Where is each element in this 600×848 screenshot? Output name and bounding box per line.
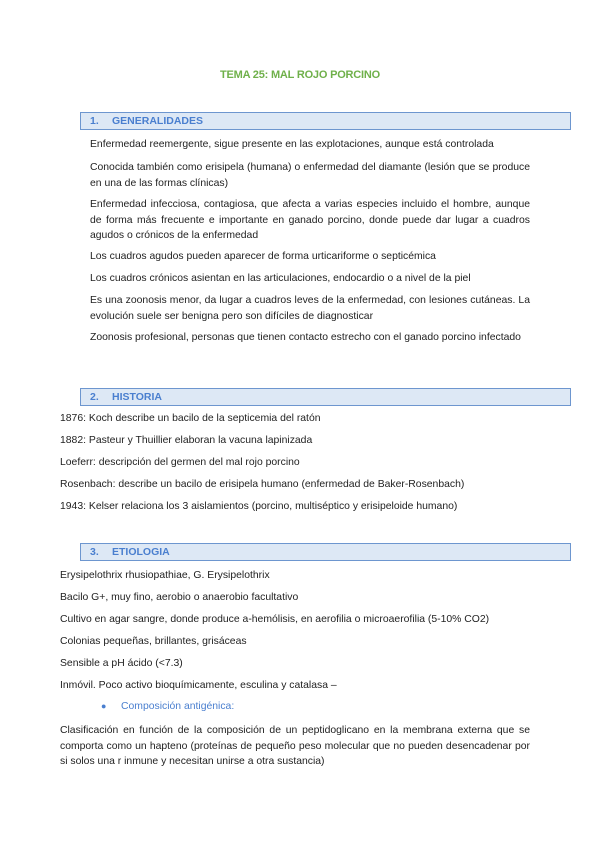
paragraph: Conocida también como erisipela (humana) o enfermedad del diamante (lesión que se produce en una de las formas clínicas) [90,162,530,189]
etiology-line: Cultivo en agar sangre, donde produce a-hemólisis, en aerofilia o microaerofilia (5-10% CO2) [60,614,490,625]
section-heading-historia [80,388,571,406]
etiology-line: Inmóvil. Poco activo bioquímicamente, esculina y catalasa – [60,680,337,691]
paragraph: Enfermedad reemergente, sigue presente en las explotaciones, aunque está controlada [90,139,494,150]
bullet-label: Composición antigénica: [121,701,235,712]
etiology-line: Bacilo G+, muy fino, aerobio o anaerobio facultativo [60,592,299,603]
paragraph: Zoonosis profesional, personas que tienen contacto estrecho con el ganado porcino infectado [90,332,521,343]
section-number: 3. [90,546,99,558]
paragraph: Clasificación en función de la composición de un peptidoglicano en la membrana externa que se comporta como un hapteno (proteínas de pequeño peso molecular que no pueden desencadenar por si solos una r inmune y necesitan unirse a otra sustancia) [60,725,530,767]
history-line: 1943: Kelser relaciona los 3 aislamientos (porcino, multiséptico y erisipeloide humano) [60,501,458,512]
paragraph: Enfermedad infecciosa, contagiosa, que afecta a varias especies incluido el hombre, aunque de forma más frecuente e importante en ganado porcino, donde puede dar lugar a cuadros agudos o crónicos de la enfermedad [90,199,530,241]
etiology-line: Erysipelothrix rhusiopathiae, G. Erysipelothrix [60,570,270,581]
history-line: Loeferr: descripción del germen del mal rojo porcino [60,457,300,468]
bullet-icon: ● [101,701,107,711]
etiology-line: Sensible a pH ácido (<7.3) [60,658,183,669]
history-line: 1882: Pasteur y Thuillier elaboran la vacuna lapinizada [60,435,313,446]
paragraph: Los cuadros crónicos asientan en las articulaciones, endocardio o a nivel de la piel [90,273,471,284]
section-label: HISTORIA [112,391,162,403]
history-line: 1876: Koch describe un bacilo de la septicemia del ratón [60,413,321,424]
section-number: 2. [90,391,99,403]
section-number: 1. [90,115,99,127]
section-heading-generalidades [80,112,571,130]
history-line: Rosenbach: describe un bacilo de erisipela humano (enfermedad de Baker-Rosenbach) [60,479,465,490]
section-label: ETIOLOGIA [112,546,170,558]
paragraph: Es una zoonosis menor, da lugar a cuadros leves de la enfermedad, con lesiones cutáneas. La evolución suele ser benigna pero son difíciles de diagnosticar [90,295,530,322]
section-label: GENERALIDADES [112,115,204,127]
section-heading-etiologia [80,543,571,561]
paragraph: Los cuadros agudos pueden aparecer de forma urticariforme o septicémica [90,251,436,262]
document-title: TEMA 25: MAL ROJO PORCINO [219,69,381,81]
bullet-item [101,699,234,714]
etiology-line: Colonias pequeñas, brillantes, grisáceas [60,636,247,647]
